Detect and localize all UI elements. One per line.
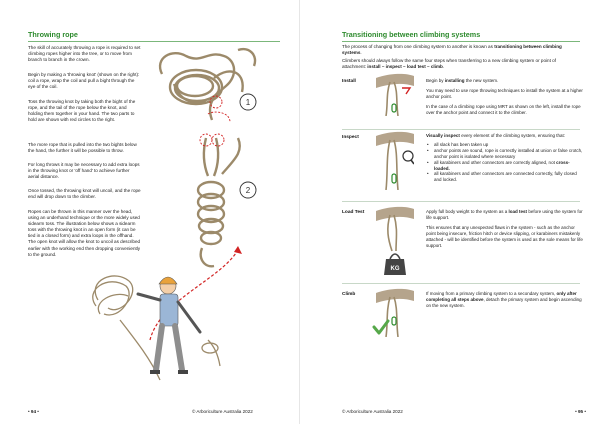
intro-paragraph-1 [342, 44, 578, 56]
weight-label: KG [390, 266, 400, 272]
inspect-checklist [426, 142, 584, 183]
paragraph-4: The more rope that is pulled into the two bights below the hand, the further it will be possible to throw. [28, 142, 137, 154]
install-text [426, 78, 584, 116]
helmet-shape [159, 277, 177, 284]
install-p1c: the new system. [464, 78, 499, 83]
step-label-inspect: Inspect [342, 135, 359, 140]
inspect-bullet-1: • all slack has been taken up [426, 142, 584, 148]
left-page-number: • 94 • [28, 409, 39, 414]
inspect-illustration [376, 130, 414, 190]
title-rule [342, 41, 580, 42]
inspect-p1b: Visually inspect [426, 133, 460, 138]
load-test-p2: This ensures that any unexpected flaws in the system - such as the anchor point being insecure, friction hitch or device slipping, or karabiners mistakenly attached - will be identified before the system is used as the sole means for life support. [426, 224, 583, 248]
install-p3: In the case of a climbing rope using MRT as shown on the left, install the rope over the anchor point and connect it to the climber. [426, 103, 581, 115]
inspect-text [426, 133, 584, 183]
climb-p1b: only after completing all steps above [426, 291, 577, 302]
paragraph-3: Toss the throwing knot by taking both the bight of the rope, and the tail of the rope below the knot, and holding them together in your hand. The two parts to hold are shown with red circles to the right. [28, 99, 136, 123]
install-p2: You may need to use rope throwing techniques to install the system at a higher anchor point. [426, 87, 583, 99]
load-test-p1b: load test [508, 209, 528, 214]
intro-paragraph-2 [342, 58, 578, 70]
step-divider [342, 201, 580, 202]
climb-p1c: , detach the primary system and begin ascending on the new system. [426, 296, 582, 308]
load-test-p1a: Apply full body weight to the system as a [426, 209, 509, 214]
install-p1a: Begin by [426, 78, 445, 83]
right-footer-credit: © Arboriculture Australia 2022 [342, 409, 403, 414]
magnifier-icon [403, 151, 413, 161]
paragraph-1: The skill of accurately throwing a rope is required to set climbing ropes higher into the tree, or to move from branch to branch in the crown. [28, 45, 141, 63]
intro-1-text: The process of changing from one climbing system to another is known as [342, 44, 495, 49]
paragraph-6: Once tossed, the throwing knot will uncoil, and the rope end will drop down to the climber. [28, 188, 141, 200]
right-page-number: • 95 • [575, 409, 586, 414]
marker-2-label: 2 [245, 186, 251, 195]
paragraph-2: Begin by making a 'throwing knot' (shown on the right): coil a rope, wrap the coil and pull a bight through the eye of the coil. [28, 72, 140, 90]
intro-2-bold: install – inspect – load test – climb [367, 64, 443, 70]
climb-text [426, 291, 584, 309]
load-test-p1c: before using the system for life support. [426, 209, 583, 220]
paragraph-5: For long throws it may be necessary to add extra loops in the throwing knot or 'off hand' to achieve further aerial distance. [28, 162, 140, 180]
marker-1-label: 1 [245, 98, 251, 107]
climb-p1a: If moving from a primary climbing system to a secondary system, [426, 291, 557, 296]
intro-1-end: . [360, 50, 362, 56]
climb-illustration [372, 287, 414, 337]
intro-2-end: . [442, 64, 445, 70]
left-footer-credit: © Arboriculture Australia 2022 [192, 409, 253, 414]
right-page [300, 0, 600, 424]
install-illustration [376, 72, 414, 116]
step-label-load-test: Load Test [342, 210, 365, 215]
rope-coil-1 [160, 49, 255, 120]
intro-1-bold: transitioning between climbing systems [342, 44, 562, 56]
inspect-bullet-3: • all karabiners and other connectors are correctly aligned, not cross-loaded. [426, 160, 584, 172]
section-title-throwing-rope: Throwing rope [28, 30, 78, 39]
step-label-climb: Climb [342, 292, 356, 297]
step-divider [342, 283, 580, 284]
inspect-bullet-2: • anchor points are sound, rope is correctly installed at union or false crotch, anchor point is isolated where necessary [426, 148, 584, 160]
load-test-illustration [376, 205, 414, 277]
intro-2-text: Climbers should always follow the same four steps when transferring to a new climbing system or point of attachment: [342, 58, 556, 70]
inspect-p1c: every element of the climbing system, ensuring that: [459, 133, 565, 138]
climber-sidearm-toss-illustration [90, 220, 270, 400]
step-label-install: Install [342, 79, 356, 84]
install-p1b: installing [444, 78, 465, 83]
load-test-text [426, 209, 584, 248]
section-title-transitioning: Transitioning between climbing systems [342, 30, 481, 39]
inspect-bullet-4: • all karabiners and other connectors are connected correctly, fully closed and locked. [426, 171, 584, 183]
paragraph-7: Ropes can be thrown in this manner over the head, using an underhand technique or the more widely used sidearm toss. The illustration below shows a sidearm toss with the throwing knot in an open form (it can be tied in a closed form) and extra loops in the offhand. The open knot will allow the knot to uncoil as described earlier with the working end then dropping conveniently to the ground. [28, 209, 141, 257]
inspect-bullet-3-bold: cross-loaded. [434, 159, 570, 171]
